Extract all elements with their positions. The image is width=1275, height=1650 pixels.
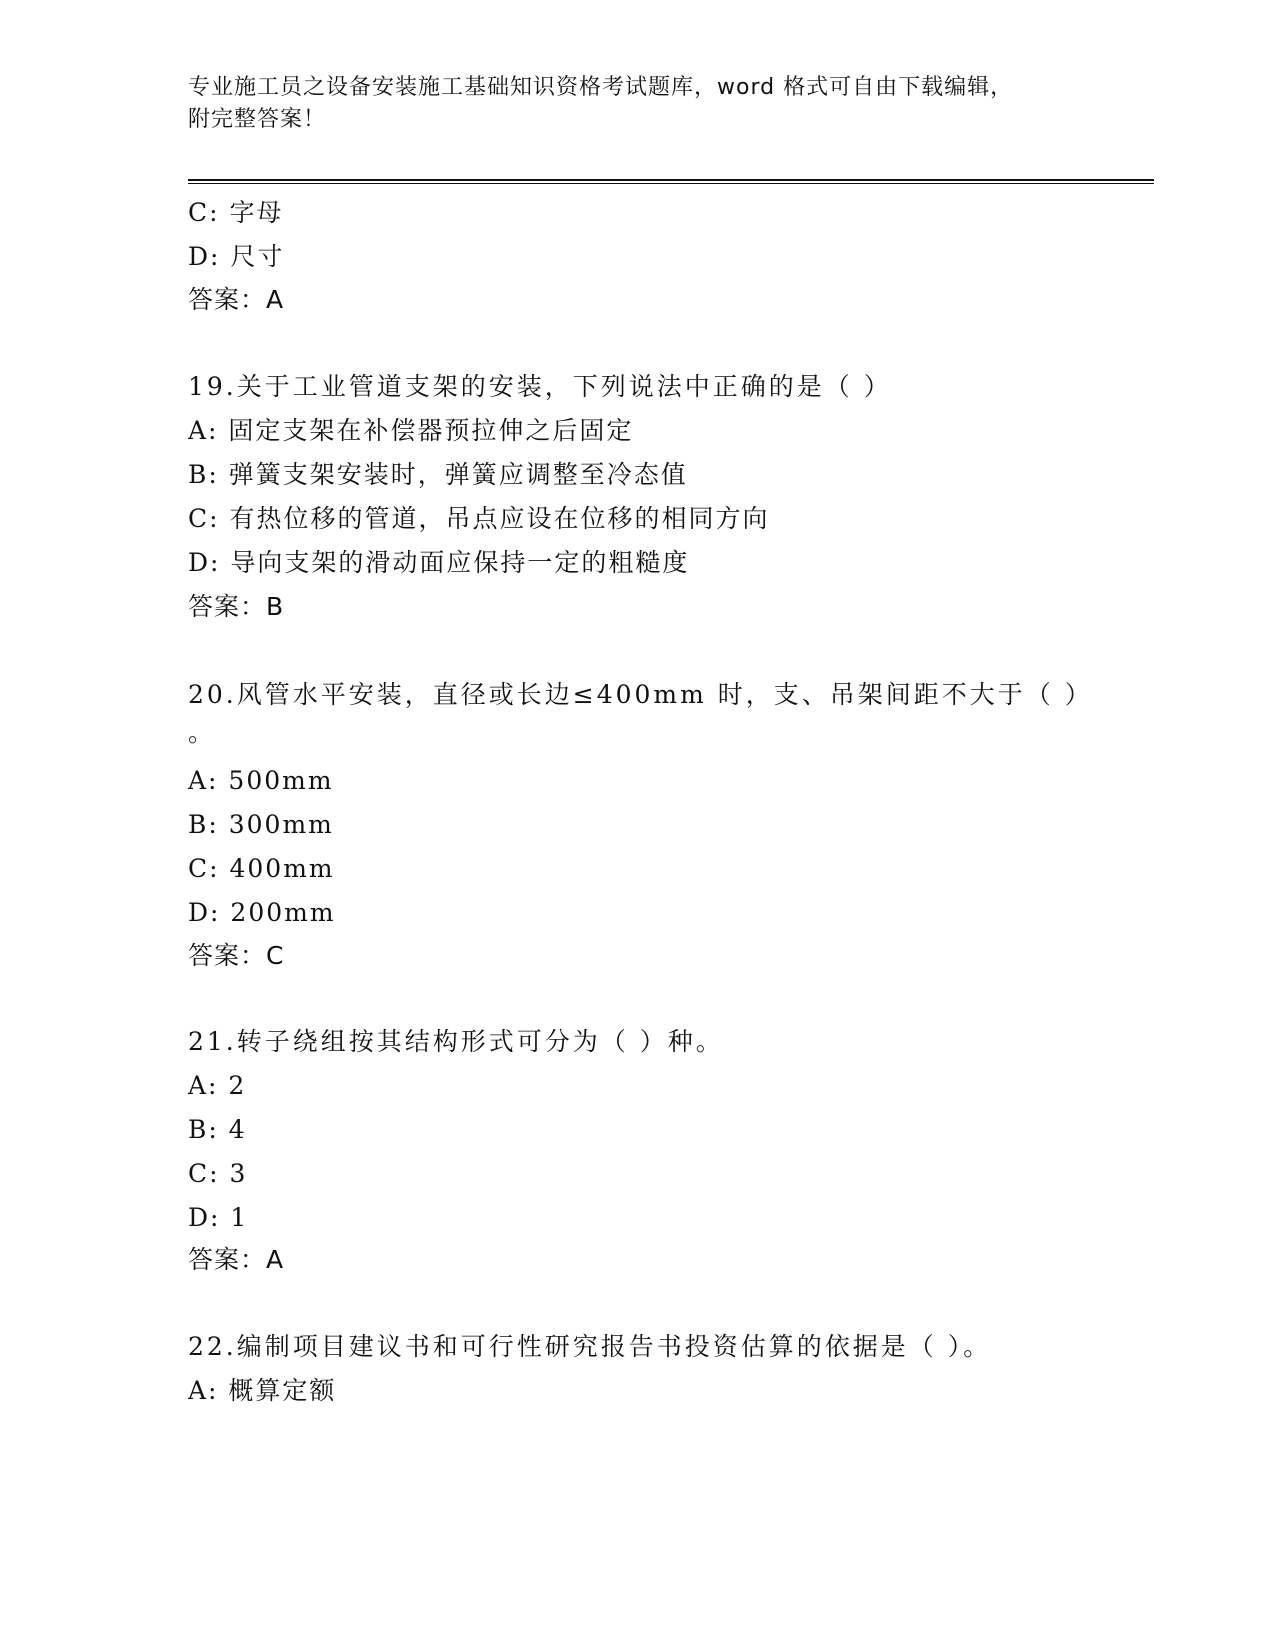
q20-option-d: D: 200mm xyxy=(188,898,336,927)
document-header xyxy=(188,72,1108,136)
header-divider-thin xyxy=(188,183,1154,184)
q20-option-b: B: 300mm xyxy=(188,810,334,839)
q21-stem: 21.转子绕组按其结构形式可分为（ ）种。 xyxy=(188,1027,724,1056)
q19-option-c: C: 有热位移的管道，吊点应设在位移的相同方向 xyxy=(188,504,770,533)
q21-option-a: A: 2 xyxy=(188,1071,247,1100)
q21-option-d: D: 1 xyxy=(188,1203,249,1232)
prev-option-c: C: 字母 xyxy=(188,198,284,227)
q20-answer: 答案：C xyxy=(188,941,285,970)
q20-option-c: C: 400mm xyxy=(188,854,335,883)
q22-stem: 22.编制项目建议书和可行性研究报告书投资估算的依据是（ ）。 xyxy=(188,1332,992,1361)
prev-answer: 答案：A xyxy=(188,285,285,314)
prev-option-d: D: 尺寸 xyxy=(188,242,285,271)
q19-option-b: B: 弹簧支架安装时，弹簧应调整至冷态值 xyxy=(188,460,688,489)
q20-stem-continuation: 。 xyxy=(188,718,216,747)
q19-option-d: D: 导向支架的滑动面应保持一定的粗糙度 xyxy=(188,548,690,577)
q22-option-a: A: 概算定额 xyxy=(188,1376,337,1405)
q19-stem: 19.关于工业管道支架的安装，下列说法中正确的是（ ） xyxy=(188,372,892,401)
header-divider-thick xyxy=(188,179,1154,181)
q21-answer: 答案：A xyxy=(188,1245,285,1274)
header-line-2: 附完整答案！ xyxy=(188,107,327,132)
q19-option-a: A: 固定支架在补偿器预拉伸之后固定 xyxy=(188,416,634,445)
q21-option-b: B: 4 xyxy=(188,1115,247,1144)
header-line-1: 专业施工员之设备安装施工基础知识资格考试题库，word 格式可自由下载编辑， xyxy=(188,75,1014,100)
q20-option-a: A: 500mm xyxy=(188,766,334,795)
q21-option-c: C: 3 xyxy=(188,1159,248,1188)
q19-answer: 答案：B xyxy=(188,592,285,621)
q20-stem: 20.风管水平安装，直径或长边≤400mm 时，支、吊架间距不大于（ ） xyxy=(188,680,1093,709)
